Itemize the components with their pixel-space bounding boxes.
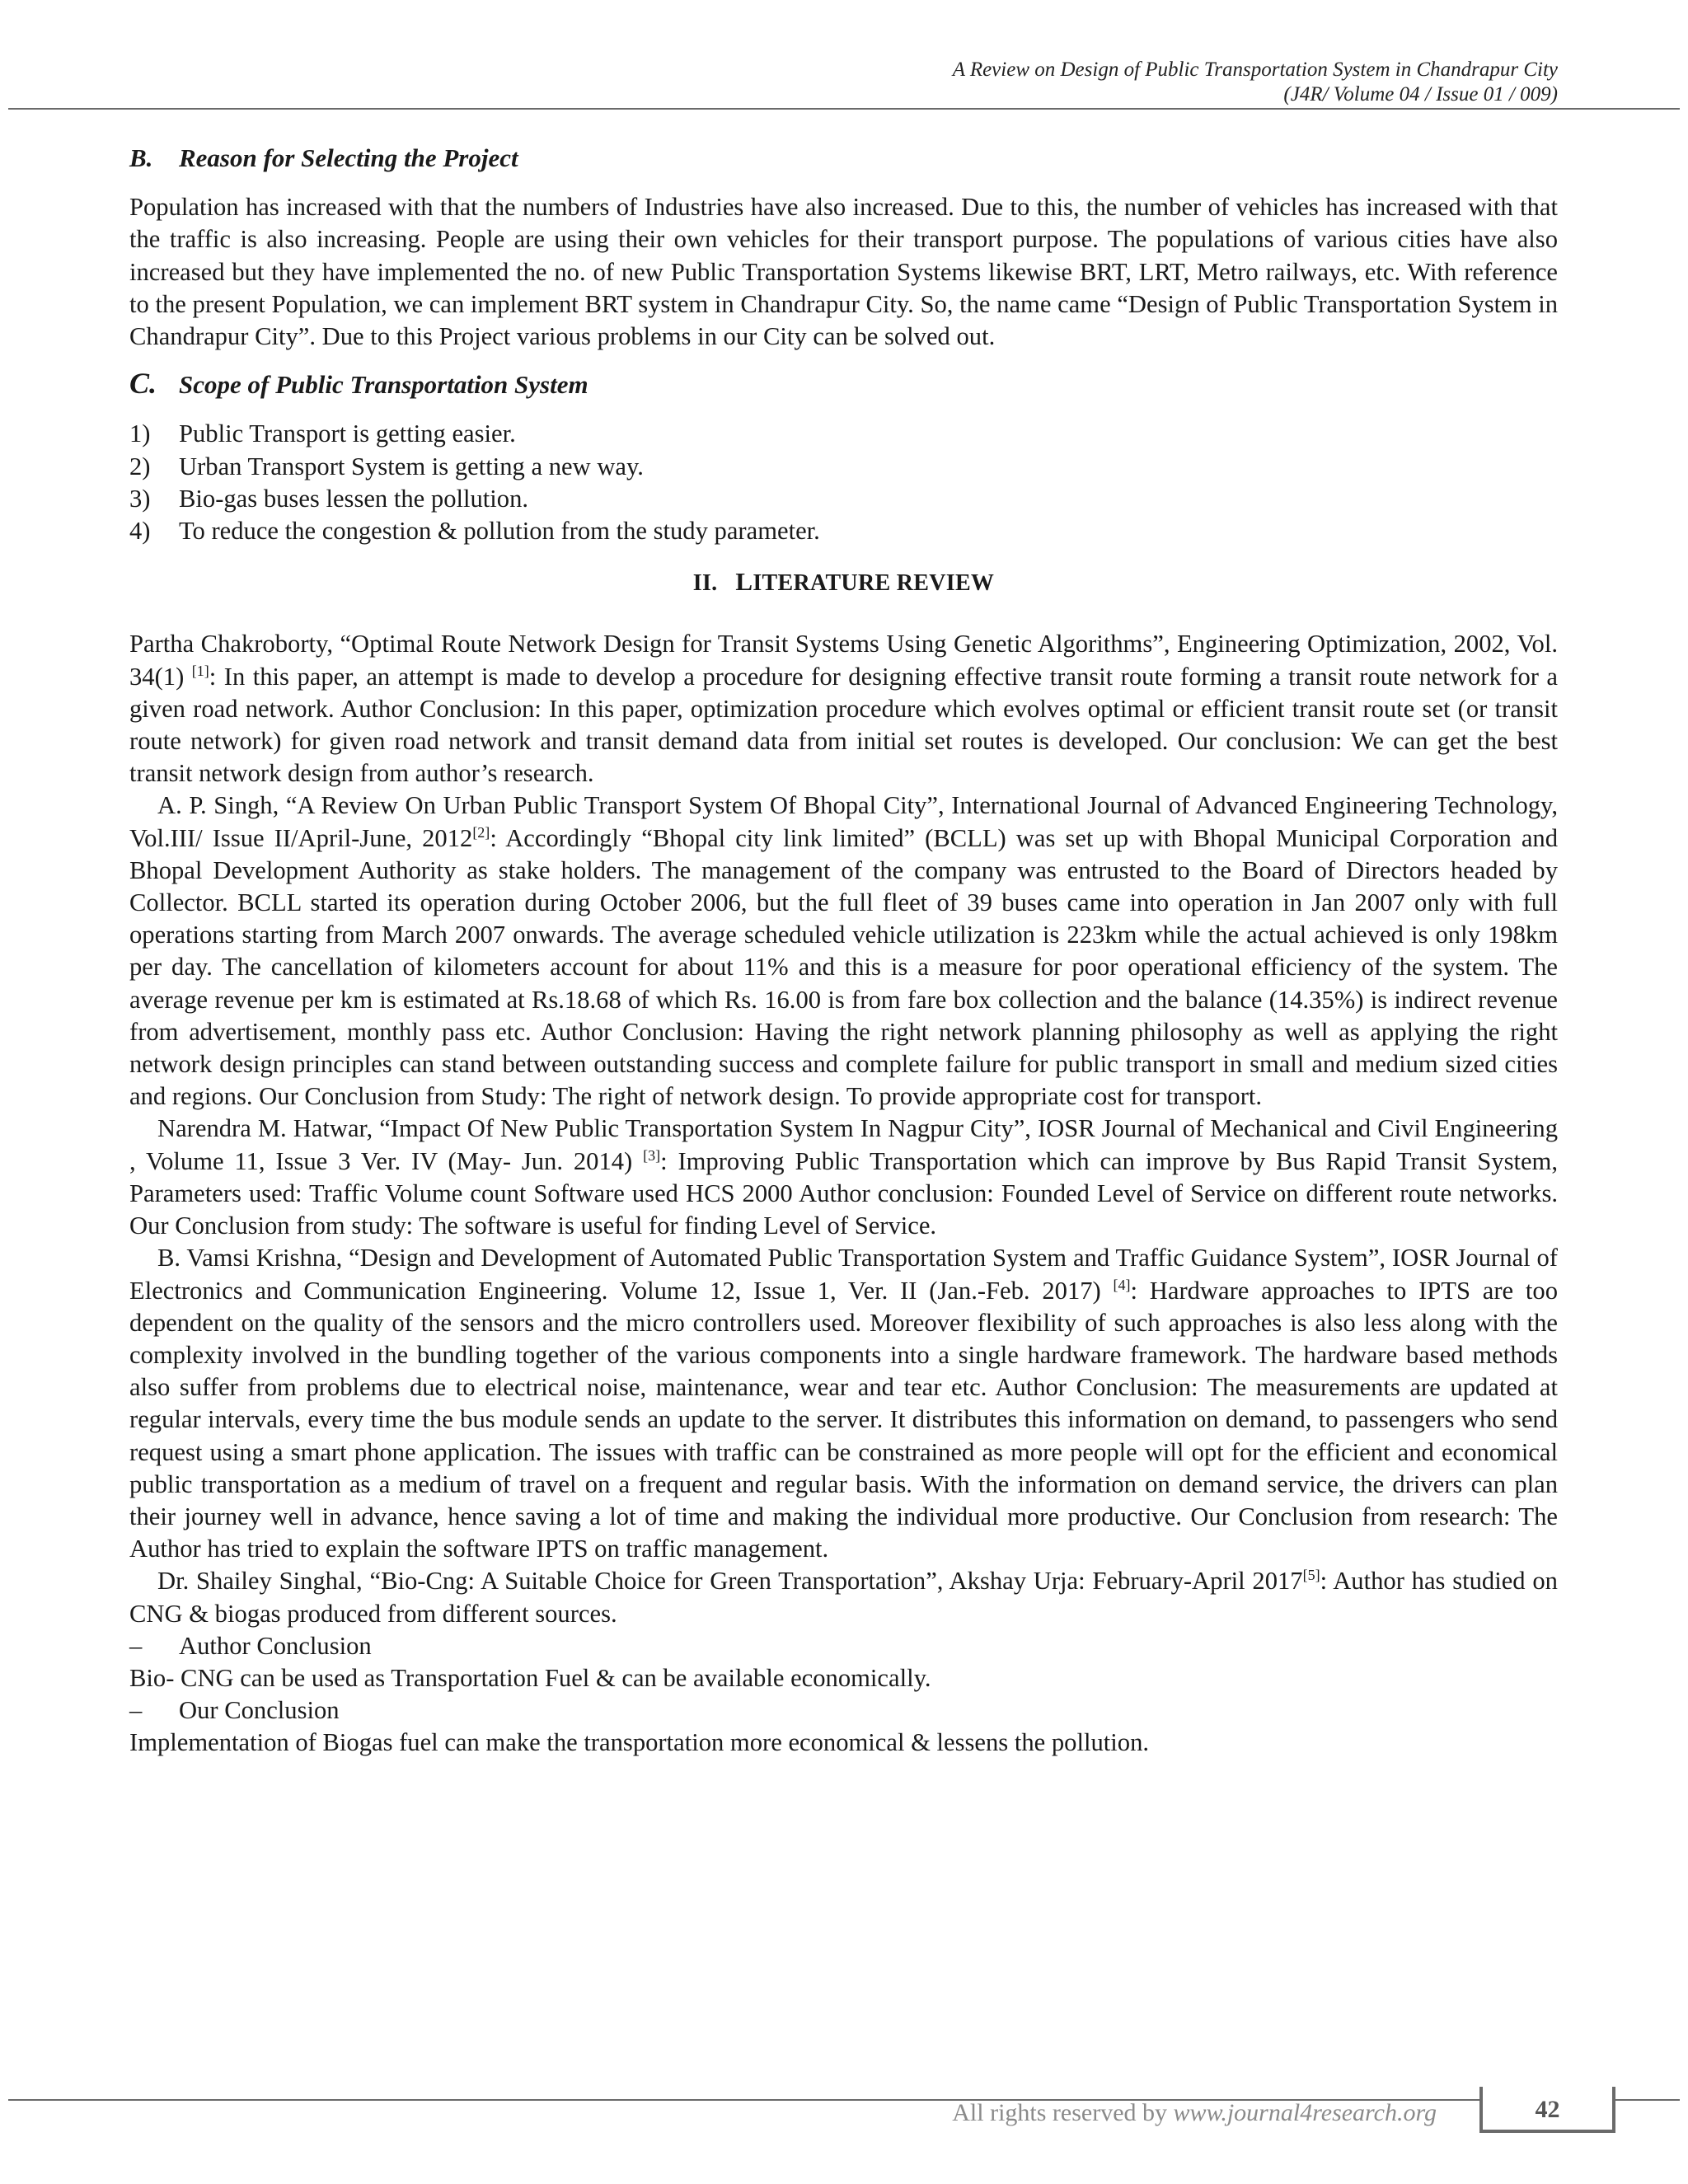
list-item [129,418,1558,450]
dash-bullet: – [129,1631,143,1660]
review-text: : Accordingly “Bhopal city link limited” (BCLL) was set up with Bhopal Municipal Corporation and Bhopal Development Authority as stake holders. The management of the company was entrusted to the Board of Directors headed by Collector. BCLL started its operation during October 2006, but the full fleet of 39 buses came into operation in Jan 2007 only with full operations starting from March 2007 onwards. The average scheduled vehicle utilization is 223km while the actual achieved is only 198km per day. The cancellation of kilometers account for about 11% and this is a measure for poor operational efficiency of the system. The average revenue per km is estimated at Rs.18.68 of which Rs. 16.00 is from fare box collection and the balance (14.35%) is indirect revenue from advertisement, monthly pass etc. Author Conclusion: Having the right network planning philosophy as well as applying the right network design principles can stand between outstanding success and complete failure for public transport in small and medium sized cities and regions. Our Conclusion from Study: The right of network design. To provide appropriate cost for transport. [129,823,1558,1111]
footer-rights: All rights reserved by [952,2099,1174,2126]
header-issue: (J4R/ Volume 04 / Issue 01 / 009) [1283,83,1558,105]
list-item-text: Urban Transport System is getting a new way. [179,452,644,480]
chapter-heading [129,565,1558,599]
list-item [129,451,1558,483]
author-conclusion-label: Author Conclusion [179,1631,372,1660]
literature-paragraph [129,1242,1558,1565]
our-conclusion-label: Our Conclusion [179,1696,340,1725]
section-b-title: Reason for Selecting the Project [179,143,518,172]
citation-text: A. P. Singh, “A Review On Urban Public Transport System Of Bhopal City”, International Journal of Advanced Engineering Technology, Vol.III/ Issue II/April-June, 2012 [129,791,1558,852]
section-b-number: B. [129,143,153,172]
list-item [129,483,1558,515]
header-rule [8,108,1680,110]
section-c-title: Scope of Public Transportation System [179,370,588,400]
footer-copyright [952,2099,1437,2127]
citation-text: Partha Chakroborty, “Optimal Route Network Design for Transit Systems Using Genetic Algorithms”, Engineering Optimization, 2002, Vol. 34(1) [129,630,1558,691]
literature-paragraph [129,628,1558,790]
citation-text: Narendra M. Hatwar, “Impact Of New Public Transportation System In Nagpur City”, IOSR Journal of Mechanical and Civil Engineering , Volume 11, Issue 3 Ver. IV (May- Jun. 2014) [129,1114,1558,1175]
list-item-text: Public Transport is getting easier. [179,419,516,448]
list-item [129,515,1558,547]
reference-marker: [3] [643,1146,661,1164]
citation-text: B. Vamsi Krishna, “Design and Development of Automated Public Transportation System and Traffic Guidance System”, IOSR Journal of Electronics and Communication Engineering. Volume 12, Issue 1, Ver. II (Jan.-Feb. 2017) [129,1244,1558,1305]
literature-paragraph [129,790,1558,1113]
section-c-number: C. [129,367,157,401]
author-conclusion-text: Bio- CNG can be used as Transportation Fuel & can be available economically. [129,1663,931,1692]
section-b-paragraph: Population has increased with that the numbers of Industries have also increased. Due to this, the number of vehicles has increased with that the traffic is also increasing. People are using their own vehicles for their transport purpose. The populations of various cities have also increased but they have implemented the no. of new Public Transportation Systems likewise BRT, LRT, Metro railways, etc. With reference to the present Population, we can implement BRT system in Chandrapur City. So, the name came “Design of Public Transportation System in Chandrapur City”. Due to this Project various problems in our City can be solved out. [129,193,1558,351]
list-item-text: To reduce the congestion & pollution from the study parameter. [179,517,820,546]
list-item-number: 3) [129,484,151,513]
scope-list [129,418,1558,547]
footer-site-link[interactable]: www.journal4research.org [1173,2099,1437,2126]
section-c-heading [129,368,1558,401]
page-number: 42 [1479,2087,1615,2133]
chapter-number: II. [692,570,718,597]
page-body [129,142,1558,1760]
our-conclusion-heading [129,1694,1558,1727]
section-b-heading [129,142,1558,174]
header-title: A Review on Design of Public Transportation System in Chandrapur City [952,59,1558,81]
author-conclusion-heading [129,1630,1558,1662]
review-text: : In this paper, an attempt is made to develop a procedure for designing effective transit route forming a transit route network for a given road network. Author Conclusion: In this paper, optimization procedure which evolves optimal or efficient transit route set (or transit route network) for given road network and transit demand data from initial set routes is developed. Our conclusion: We can get the best transit network design from author’s research. [129,662,1559,788]
reference-marker: [1] [191,662,209,679]
footer-rule-right [1615,2099,1680,2101]
our-conclusion-text: Implementation of Biogas fuel can make the transportation more economical & lessens the pollution. [129,1728,1150,1757]
chapter-initial: L [735,567,753,597]
literature-paragraph [129,1565,1558,1629]
citation-text: Dr. Shailey Singhal, “Bio-Cng: A Suitable Choice for Green Transportation”, Akshay Urja: February-April 2017 [157,1567,1303,1596]
reference-marker: [2] [472,823,490,841]
chapter-title: ITERATURE REVIEW [753,570,995,597]
list-item-number: 1) [129,419,151,448]
review-text: : Hardware approaches to IPTS are too dependent on the quality of the sensors and the micro controllers used. Moreover flexibility of such approaches is also less along with the complexity involved in the bundling together of the various components into a single hardware framework. The hardware based methods also suffer from problems due to electrical noise, maintenance, wear and tear etc. Author Conclusion: The measurements are updated at regular intervals, every time the bus module sends an update to the server. It distributes this information on demand, to passengers who send request using a smart phone application. The issues with traffic can be constrained as more people will opt for the efficient and economical public transportation as a medium of travel on a frequent and regular basis. With the information on demand service, the drivers can plan their journey well in advance, hence saving a lot of time and making the individual more productive. Our Conclusion from research: The Author has tried to explain the software IPTS on traffic management. [129,1276,1558,1563]
review-text: : Author has studied on CNG & biogas produced from different sources. [129,1567,1558,1628]
literature-paragraph [129,1113,1558,1242]
list-item-text: Bio-gas buses lessen the pollution. [179,484,529,513]
reference-marker: [4] [1113,1276,1131,1293]
reference-marker: [5] [1302,1567,1320,1584]
list-item-number: 2) [129,452,151,480]
list-item-number: 4) [129,517,151,546]
running-header [953,58,1558,107]
review-text: : Improving Public Transportation which can improve by Bus Rapid Transit System, Parameters used: Traffic Volume count Software used HCS 2000 Author conclusion: Founded Level of Service on different route networks. Our Conclusion from study: The software is useful for finding Level of Service. [129,1146,1559,1240]
dash-bullet: – [129,1696,143,1725]
